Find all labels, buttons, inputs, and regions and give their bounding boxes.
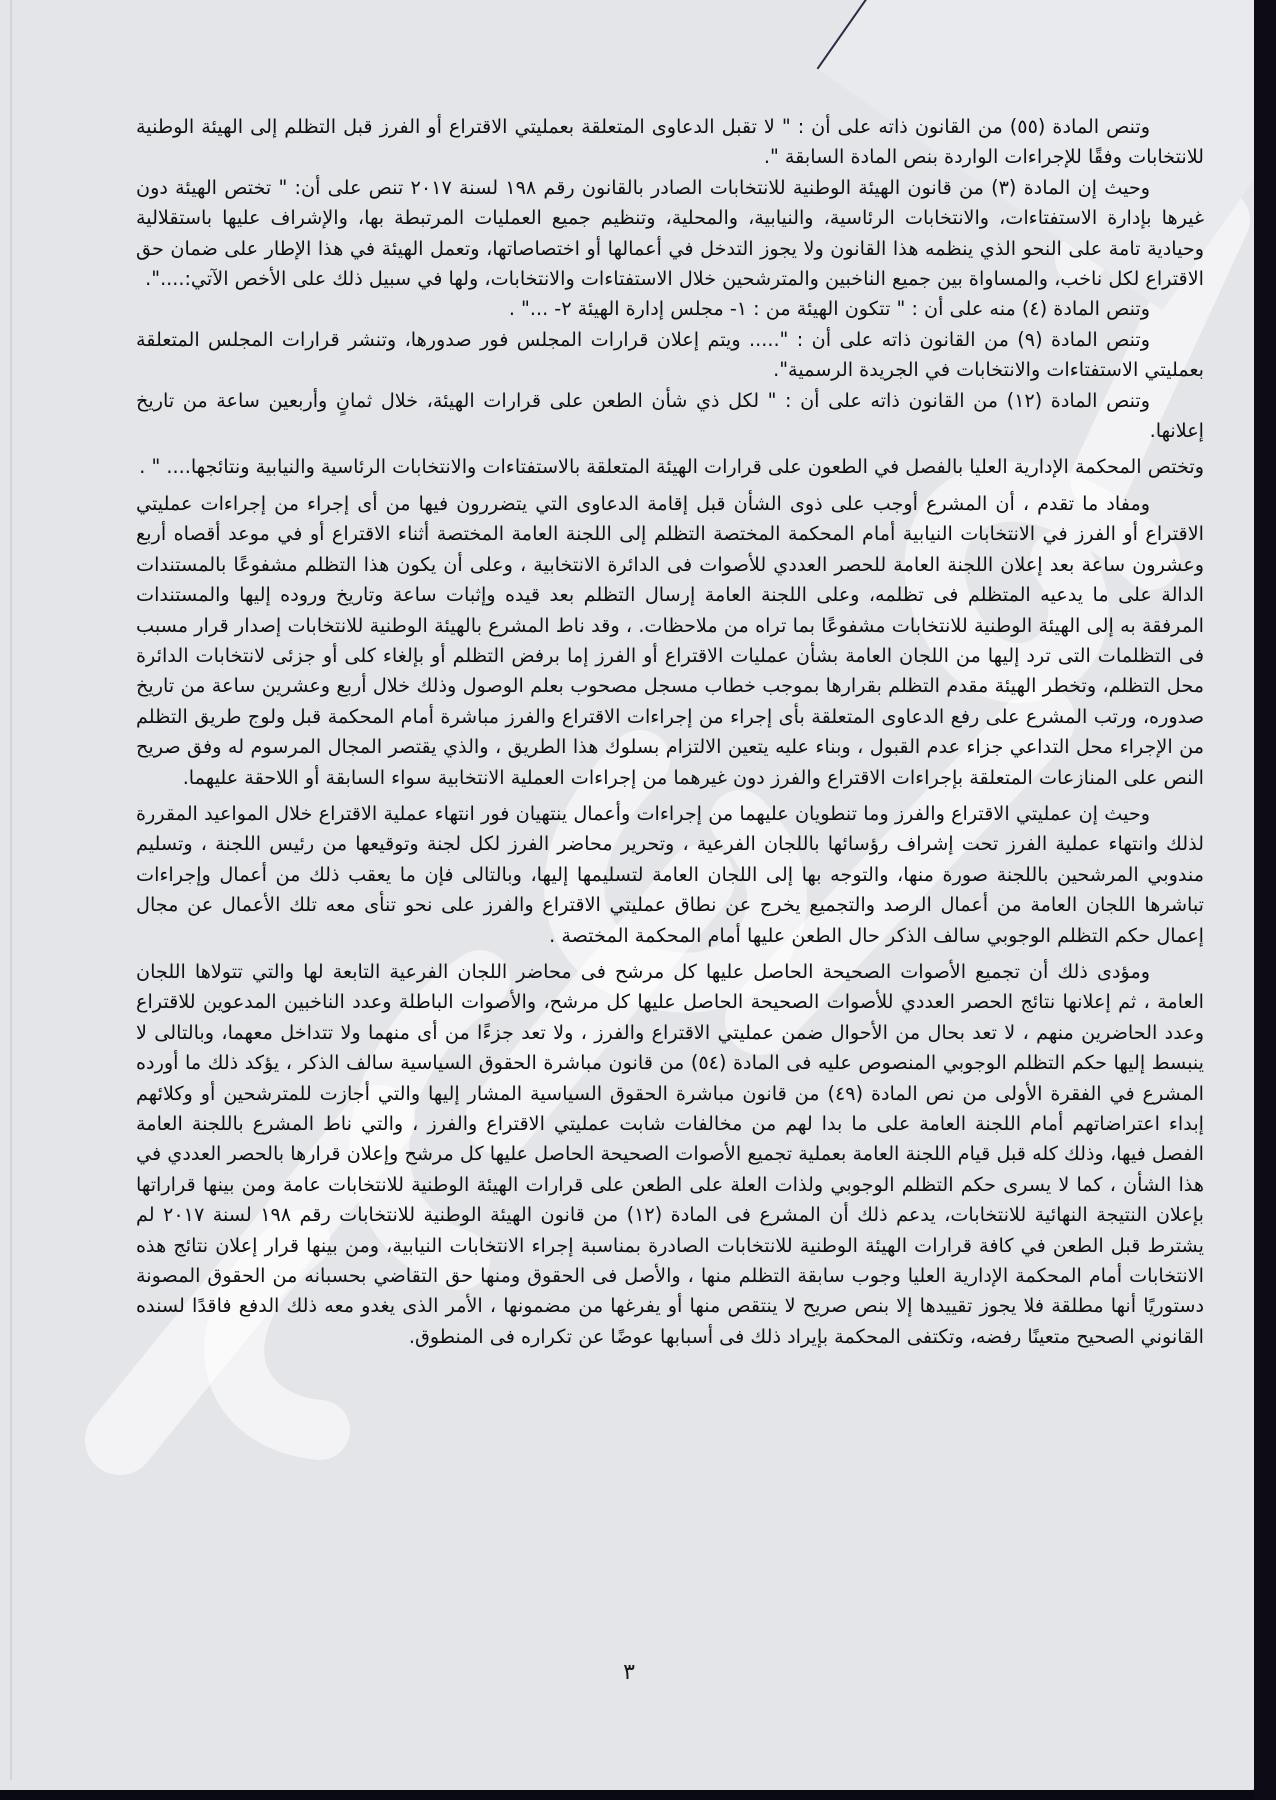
page-number: ٣ — [623, 1660, 635, 1685]
paragraph: وحيث إن عمليتي الاقتراع والفرز وما تنطويان عليهما من إجراءات وأعمال ينتهيان فور انتهاء عملية الاقتراع خلال المواعيد المقررة لذلك وانتهاء عملية الفرز تحت إشراف رؤسائها باللجان الفرعية ، وتحرير محاضر الفرز لكل لجنة وتوقيعها من رئيس اللجنة ، وتسليم مندوبي المرشحين باللجنة صورة منها، والتوجه بها إلى اللجان العامة لتسليمها إليها، وبالتالى فإن ما يعقب ذلك من أعمال وإجراءات تباشرها اللجان العامة من أعمال الرصد والتجميع يخرج عن نطاق عمليتي الاقتراع والفرز على نحو تنأى معه تلك الأعمال عن مجال إعمال حكم التظلم الوجوبي سالف الذكر حال الطعن عليها أمام المحكمة المختصة . — [136, 801, 1204, 947]
paper-edge — [10, 0, 12, 1780]
paragraph: وتنص المادة (٤) منه على أن : " تتكون الهيئة من : ١- مجلس إدارة الهيئة ٢- ..." . — [508, 297, 1150, 321]
paragraph: وتنص المادة (٥٥) من القانون ذاته على أن : " لا تقبل الدعاوى المتعلقة بعمليتي الاقتراع أو الفرز قبل التظلم إلى الهيئة الوطنية للانتخابات وفقًا للإجراءات الواردة بنص المادة السابقة ". — [136, 115, 1204, 169]
scan-border — [1254, 0, 1276, 1800]
document-body — [136, 112, 1204, 1352]
paragraph: وتختص المحكمة الإدارية العليا بالفصل في الطعون على قرارات الهيئة المتعلقة بالاستفتاءات والانتخابات الرئاسية والنيابية ونتائجها.... " . — [139, 455, 1204, 479]
paragraph: وتنص المادة (٩) من القانون ذاته على أن : "..... ويتم إعلان قرارات المجلس فور صدورها، وتنشر قرارات المجلس المتعلقة بعمليتي الاستفتاءات والانتخابات في الجريدة الرسمية". — [136, 327, 1204, 382]
paragraph: ومفاد ما تقدم ، أن المشرع أوجب على ذوى الشأن قبل إقامة الدعاوى التي يتضررون فيها من أى إجراء من إجراءات عمليتي الاقتراع أو الفرز في الانتخابات النيابية أمام المحكمة المختصة التظلم إلى اللجنة العامة المختصة أثناء الاقتراع أو في موعد أقصاه أربع وعشرون ساعة بعد إعلان اللجنة العامة للحصر العددي للأصوات فى الدائرة الانتخابية ، وعلى أن يكون هذا التظلم مشفوعًا بالمستندات الدالة على ما يدعيه المتظلم فى تظلمه، وعلى اللجنة العامة إرسال التظلم بعد قيده وإثبات ساعة وتاريخ وروده إليها والمستندات المرفقة به إلى الهيئة الوطنية للانتخابات مشفوعًا بما تراه من ملاحظات. ، وقد ناط المشرع بالهيئة الوطنية للانتخابات إصدار قرار مسبب فى التظلمات التى ترد إليها من اللجان العامة بشأن عمليات الاقتراع أو الفرز إما برفض التظلم أو بإلغاء كلى أو جزئى لانتخابات الدائرة محل التظلم، وتخطر الهيئة مقدم التظلم بقرارها بموجب خطاب مسجل مصحوب بعلم الوصول وذلك خلال أربع وعشرين ساعة من تاريخ صدوره، ورتب المشرع على رفع الدعاوى المتعلقة بأى إجراء من إجراءات الاقتراع والفرز مباشرة أمام المحكمة قبل ولوج طريق التظلم من الإجراء محل التداعي جزاء عدم القبول ، وبناء عليه يتعين الالتزام بسلوك هذا الطريق ، والذي يقتصر المجال المرسوم له وفق صريح النص على المنازعات المتعلقة بإجراءات الاقتراع والفرز دون غيرهما من إجراءات العملية الانتخابية سواء السابقة أو اللاحقة عليهما. — [136, 491, 1204, 789]
paragraph: وتنص المادة (١٢) من القانون ذاته على أن : " لكل ذي شأن الطعن على قرارات الهيئة، خلال ثمانٍ وأربعين ساعة من تاريخ إعلانها. — [136, 388, 1204, 443]
paragraph: وحيث إن المادة (٣) من قانون الهيئة الوطنية للانتخابات الصادر بالقانون رقم ١٩٨ لسنة ٢٠١٧ تنص على أن: " تختص الهيئة دون غيرها بإدارة الاستفتاءات، والانتخابات الرئاسية، والنيابية، والمحلية، وتنظيم جميع العمليات المرتبطة بها، والإشراف عليها باستقلالية وحيادية تامة على النحو الذي ينظمه هذا القانون ولا يجوز التدخل في أعمالها أو اختصاصاتها، وتعمل الهيئة في هذا الإطار على ضمان حق الاقتراع لكل ناخب، والمساواة بين جميع الناخبين والمترشحين خلال الاستفتاءات والانتخابات، ولها في سبيل ذلك على الأخص الآتي:....". — [136, 175, 1204, 291]
paragraph: ومؤدى ذلك أن تجميع الأصوات الصحيحة الحاصل عليها كل مرشح فى محاضر اللجان الفرعية التابعة لها والتي تتولاها اللجان العامة ، ثم إعلانها نتائج الحصر العددي للأصوات الصحيحة الحاصل عليها كل مرشح، والأصوات الباطلة وعدد الناخبين المدعوين للاقتراع وعدد الحاضرين منهم ، لا تعد بحال من الأحوال ضمن عمليتي الاقتراع والفرز ، ولا تعد جزءًا من أى منهما ولا تتداخل معهما، وبالتالى لا ينبسط إليها حكم التظلم الوجوبي المنصوص عليه فى المادة (٥٤) من قانون مباشرة الحقوق السياسية سالف الذكر ، يؤكد ذلك ما أورده المشرع في الفقرة الأولى من نص المادة (٤٩) من قانون مباشرة الحقوق السياسية المشار إليها والتي أجازت للمترشحين أو وكلائهم إبداء اعتراضاتهم أمام اللجنة العامة على ما بدا لهم من مخالفات شابت عمليتي الاقتراع والفرز ، والتي ناط المشرع باللجنة العامة الفصل فيها، وذلك كله قبل قيام اللجنة العامة بعملية تجميع الأصوات الصحيحة الحاصل عليها كل مرشح وإعلان قرارها بالحصر العددي في هذا الشأن ، كما لا يسرى حكم التظلم الوجوبي ولذات العلة على الطعن على قرارات الهيئة الوطنية للانتخابات عامة ومن بينها قراراتها بإعلان النتيجة النهائية للانتخابات، يدعم ذلك أن المشرع فى المادة (١٢) من قانون الهيئة الوطنية للانتخابات رقم ١٩٨ لسنة ٢٠١٧ لم يشترط قبل الطعن في كافة قرارات الهيئة الوطنية للانتخابات الصادرة بمناسبة إجراء الانتخابات النيابية، ومن بينها قرار إعلان نتائج هذه الانتخابات أمام المحكمة الإدارية العليا وجوب سابقة التظلم منها ، والأصل فى الحقوق ومنها حق التقاضي بحسبانه من الحقوق المصونة دستوريًا أنها مطلقة فلا يجوز تقييدها إلا بنص صريح لا ينتقص منها أو يفرغها من مضمونها ، الأمر الذى يغدو معه ذلك الدفع فاقدًا لسنده القانوني الصحيح متعينًا رفضه، وتكتفى المحكمة بإيراد ذلك فى أسبابها عوضًا عن تكراره فى المنطوق. — [136, 959, 1204, 1348]
